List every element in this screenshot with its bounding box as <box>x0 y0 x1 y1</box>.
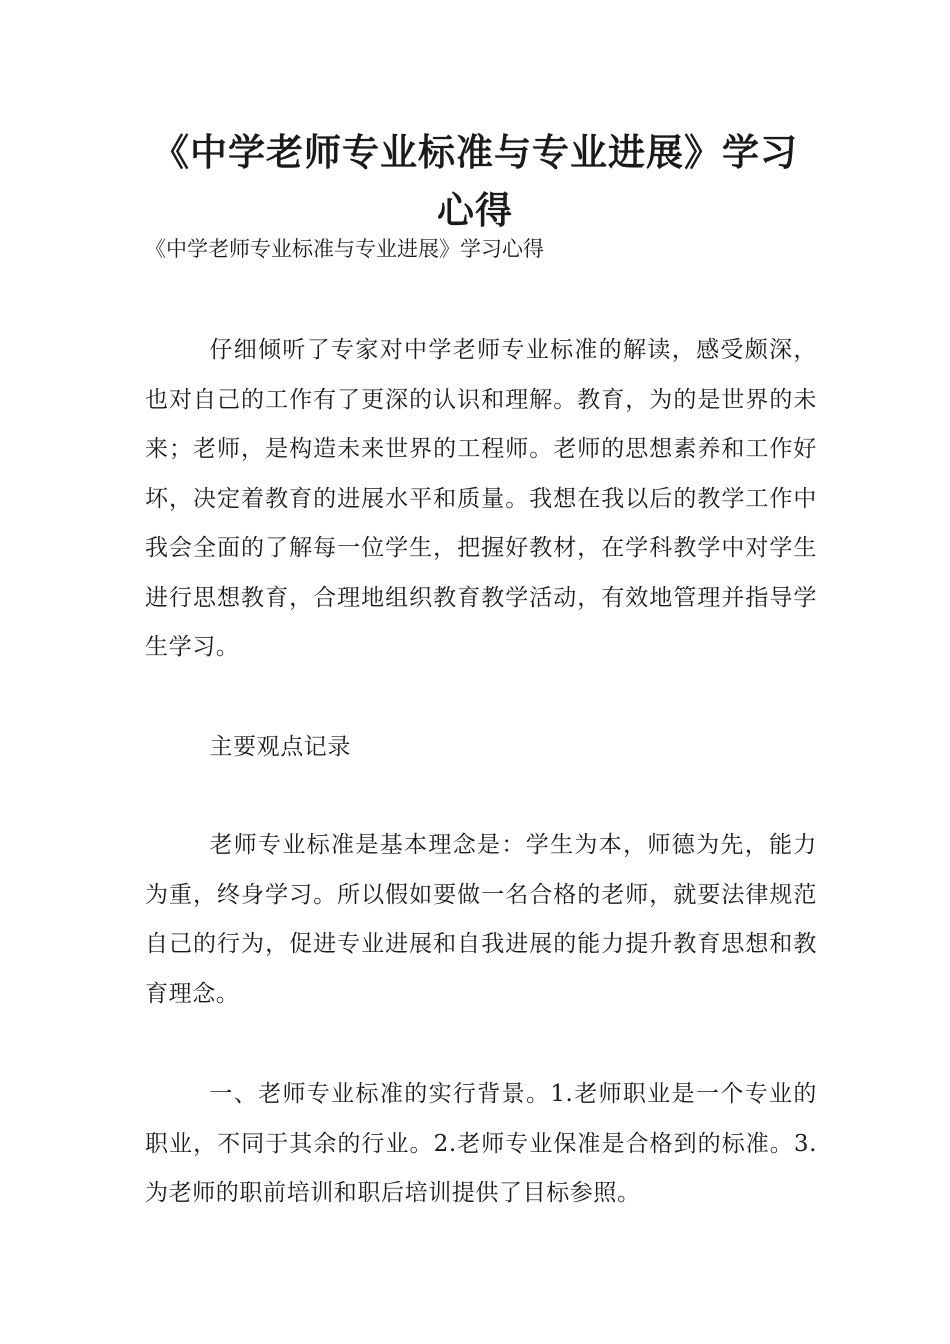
paragraph-background: 一、老师专业标准的实行背景。1.老师职业是一个专业的职业，不同于其余的行业。2.老师专业保准是合格到的标准。3.为老师的职前培训和职后培训提供了目标参照。 <box>145 1081 817 1206</box>
section-heading: 主要观点记录 <box>209 734 351 760</box>
paragraph-intro: 仔细倾听了专家对中学老师专业标准的解读，感受颇深，也对自己的工作有了更深的认识和理解。教育，为的是世界的未来；老师，是构造未来世界的工程师。老师的思想素养和工作好坏，决定着教育的进展水平和质量。我想在我以后的教学工作中我会全面的了解每一位学生，把握好教材，在学科教学中对学生进行思想教育，合理地组织教育教学活动，有效地管理并指导学生学习。 <box>145 337 817 660</box>
document-title: 《中学老师专业标准与专业进展》学习心得 <box>152 131 798 232</box>
paragraph-core-ideas: 老师专业标准是基本理念是：学生为本，师德为先，能力为重，终身学习。所以假如要做一名合格的老师，就要法律规范自己的行为，促进专业进展和自我进展的能力提升教育思想和教育理念。 <box>145 832 817 1007</box>
document-subtitle: 《中学老师专业标准与专业进展》学习心得 <box>145 237 544 261</box>
